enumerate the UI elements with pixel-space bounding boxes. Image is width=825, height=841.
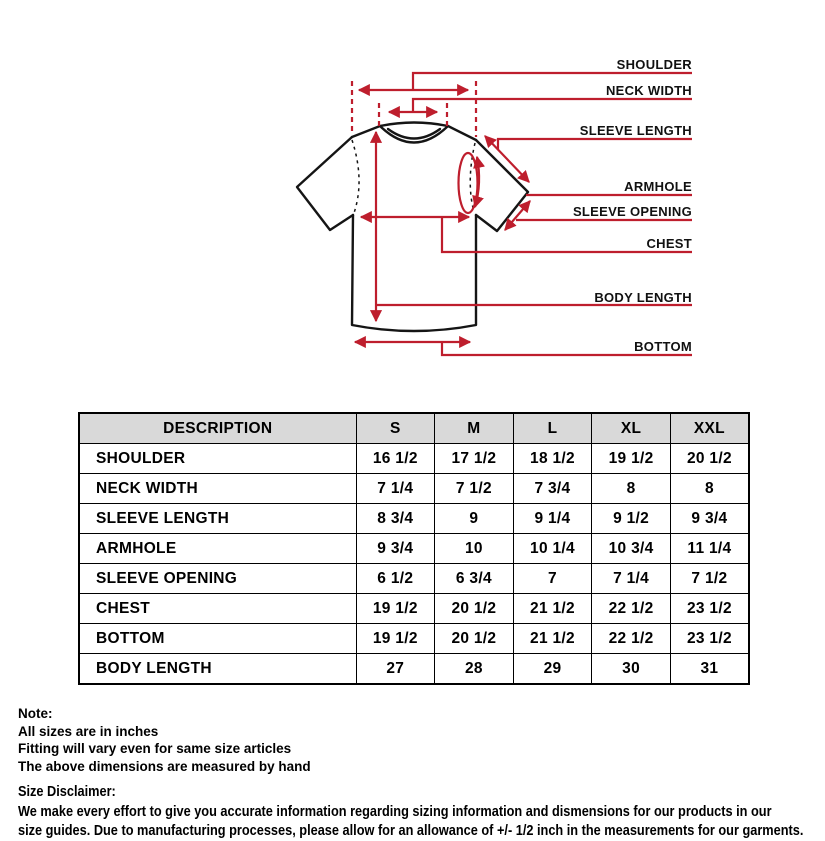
header-size-m: M [435,413,514,444]
disclaimer-section [18,782,825,841]
table-row [79,444,749,474]
table-row [79,534,749,564]
size-value-cell: 21 1/2 [513,594,592,624]
table-row [79,594,749,624]
tshirt-illustration [0,0,825,400]
disclaimer-title: Size Disclaimer: [18,783,116,800]
row-label: BOTTOM [79,624,356,654]
size-value-cell: 6 3/4 [435,564,514,594]
size-value-cell: 10 [435,534,514,564]
size-value-cell: 10 1/4 [513,534,592,564]
header-size-s: S [356,413,435,444]
row-label: CHEST [79,594,356,624]
note-line: Fitting will vary even for same size articles [18,741,292,756]
size-value-cell: 27 [356,654,435,685]
note-line: The above dimensions are measured by hand [18,758,311,774]
row-label: SLEEVE OPENING [79,564,356,594]
size-value-cell: 7 1/4 [356,474,435,504]
size-value-cell: 8 3/4 [356,504,435,534]
size-value-cell: 9 3/4 [356,534,435,564]
size-value-cell: 7 3/4 [513,474,592,504]
size-value-cell: 21 1/2 [513,624,592,654]
diagram-label-sleeve-opening: SLEEVE OPENING [572,204,692,219]
size-value-cell: 8 [670,474,749,504]
row-label: BODY LENGTH [79,654,356,685]
size-value-cell: 20 1/2 [670,444,749,474]
size-value-cell: 28 [435,654,514,685]
size-value-cell: 7 1/4 [592,564,671,594]
size-value-cell: 23 1/2 [670,594,749,624]
diagram-label-bottom: BOTTOM [634,339,692,354]
table-row [79,504,749,534]
size-value-cell: 9 1/2 [592,504,671,534]
size-value-cell: 16 1/2 [356,444,435,474]
size-value-cell: 19 1/2 [592,444,671,474]
size-value-cell: 20 1/2 [435,624,514,654]
size-value-cell: 30 [592,654,671,685]
size-value-cell: 7 1/2 [435,474,514,504]
tshirt-measurement-diagram [0,0,825,400]
size-value-cell: 17 1/2 [435,444,514,474]
disclaimer-line: size guides. Due to manufacturing processes, please allow for an allowance of +/- 1/2 inch in the measurements for our garments. [18,822,804,839]
size-value-cell: 10 3/4 [592,534,671,564]
size-value-cell: 23 1/2 [670,624,749,654]
sleeve-length-connector [498,139,692,149]
sleeve-length-arrow [485,136,529,182]
diagram-label-neck-width: NECK WIDTH [605,83,692,98]
size-table [78,412,750,685]
disclaimer-line: We make every effort to give you accurate information regarding sizing information and dismensions for our products in our [18,802,772,820]
header-size-l: L [513,413,592,444]
size-value-cell: 22 1/2 [592,624,671,654]
size-value-cell: 9 [435,504,514,534]
table-row [79,654,749,685]
size-value-cell: 9 3/4 [670,504,749,534]
armhole-ellipse [459,153,478,213]
size-value-cell: 20 1/2 [435,594,514,624]
header-size-xxl: XXL [670,413,749,444]
size-value-cell: 31 [670,654,749,685]
size-value-cell: 7 [513,564,592,594]
header-description: DESCRIPTION [79,413,356,444]
row-label: NECK WIDTH [79,474,356,504]
size-value-cell: 19 1/2 [356,594,435,624]
header-size-xl: XL [592,413,671,444]
diagram-label-chest: CHEST [646,236,692,251]
row-label: SLEEVE LENGTH [79,504,356,534]
size-value-cell: 7 1/2 [670,564,749,594]
diagram-label-armhole: ARMHOLE [624,179,692,194]
row-label: ARMHOLE [79,534,356,564]
size-value-cell: 22 1/2 [592,594,671,624]
neck-width-connector [413,99,692,111]
size-value-cell: 18 1/2 [513,444,592,474]
shirt-outline [297,123,528,332]
table-row [79,564,749,594]
note-line: All sizes are in inches [18,723,159,739]
table-row [79,474,749,504]
notes-title: Note: [18,706,53,721]
table-header-row [79,413,749,444]
size-value-cell: 11 1/4 [670,534,749,564]
armhole-seam-left [352,140,359,213]
size-value-cell: 6 1/2 [356,564,435,594]
size-value-cell: 9 1/4 [513,504,592,534]
row-label: SHOULDER [79,444,356,474]
notes-section [18,705,825,775]
size-value-cell: 19 1/2 [356,624,435,654]
diagram-label-sleeve-length: SLEEVE LENGTH [579,123,692,138]
table-row [79,624,749,654]
size-value-cell: 8 [592,474,671,504]
diagram-label-body-length: BODY LENGTH [594,290,692,305]
size-value-cell: 29 [513,654,592,685]
diagram-label-shoulder: SHOULDER [616,57,692,72]
